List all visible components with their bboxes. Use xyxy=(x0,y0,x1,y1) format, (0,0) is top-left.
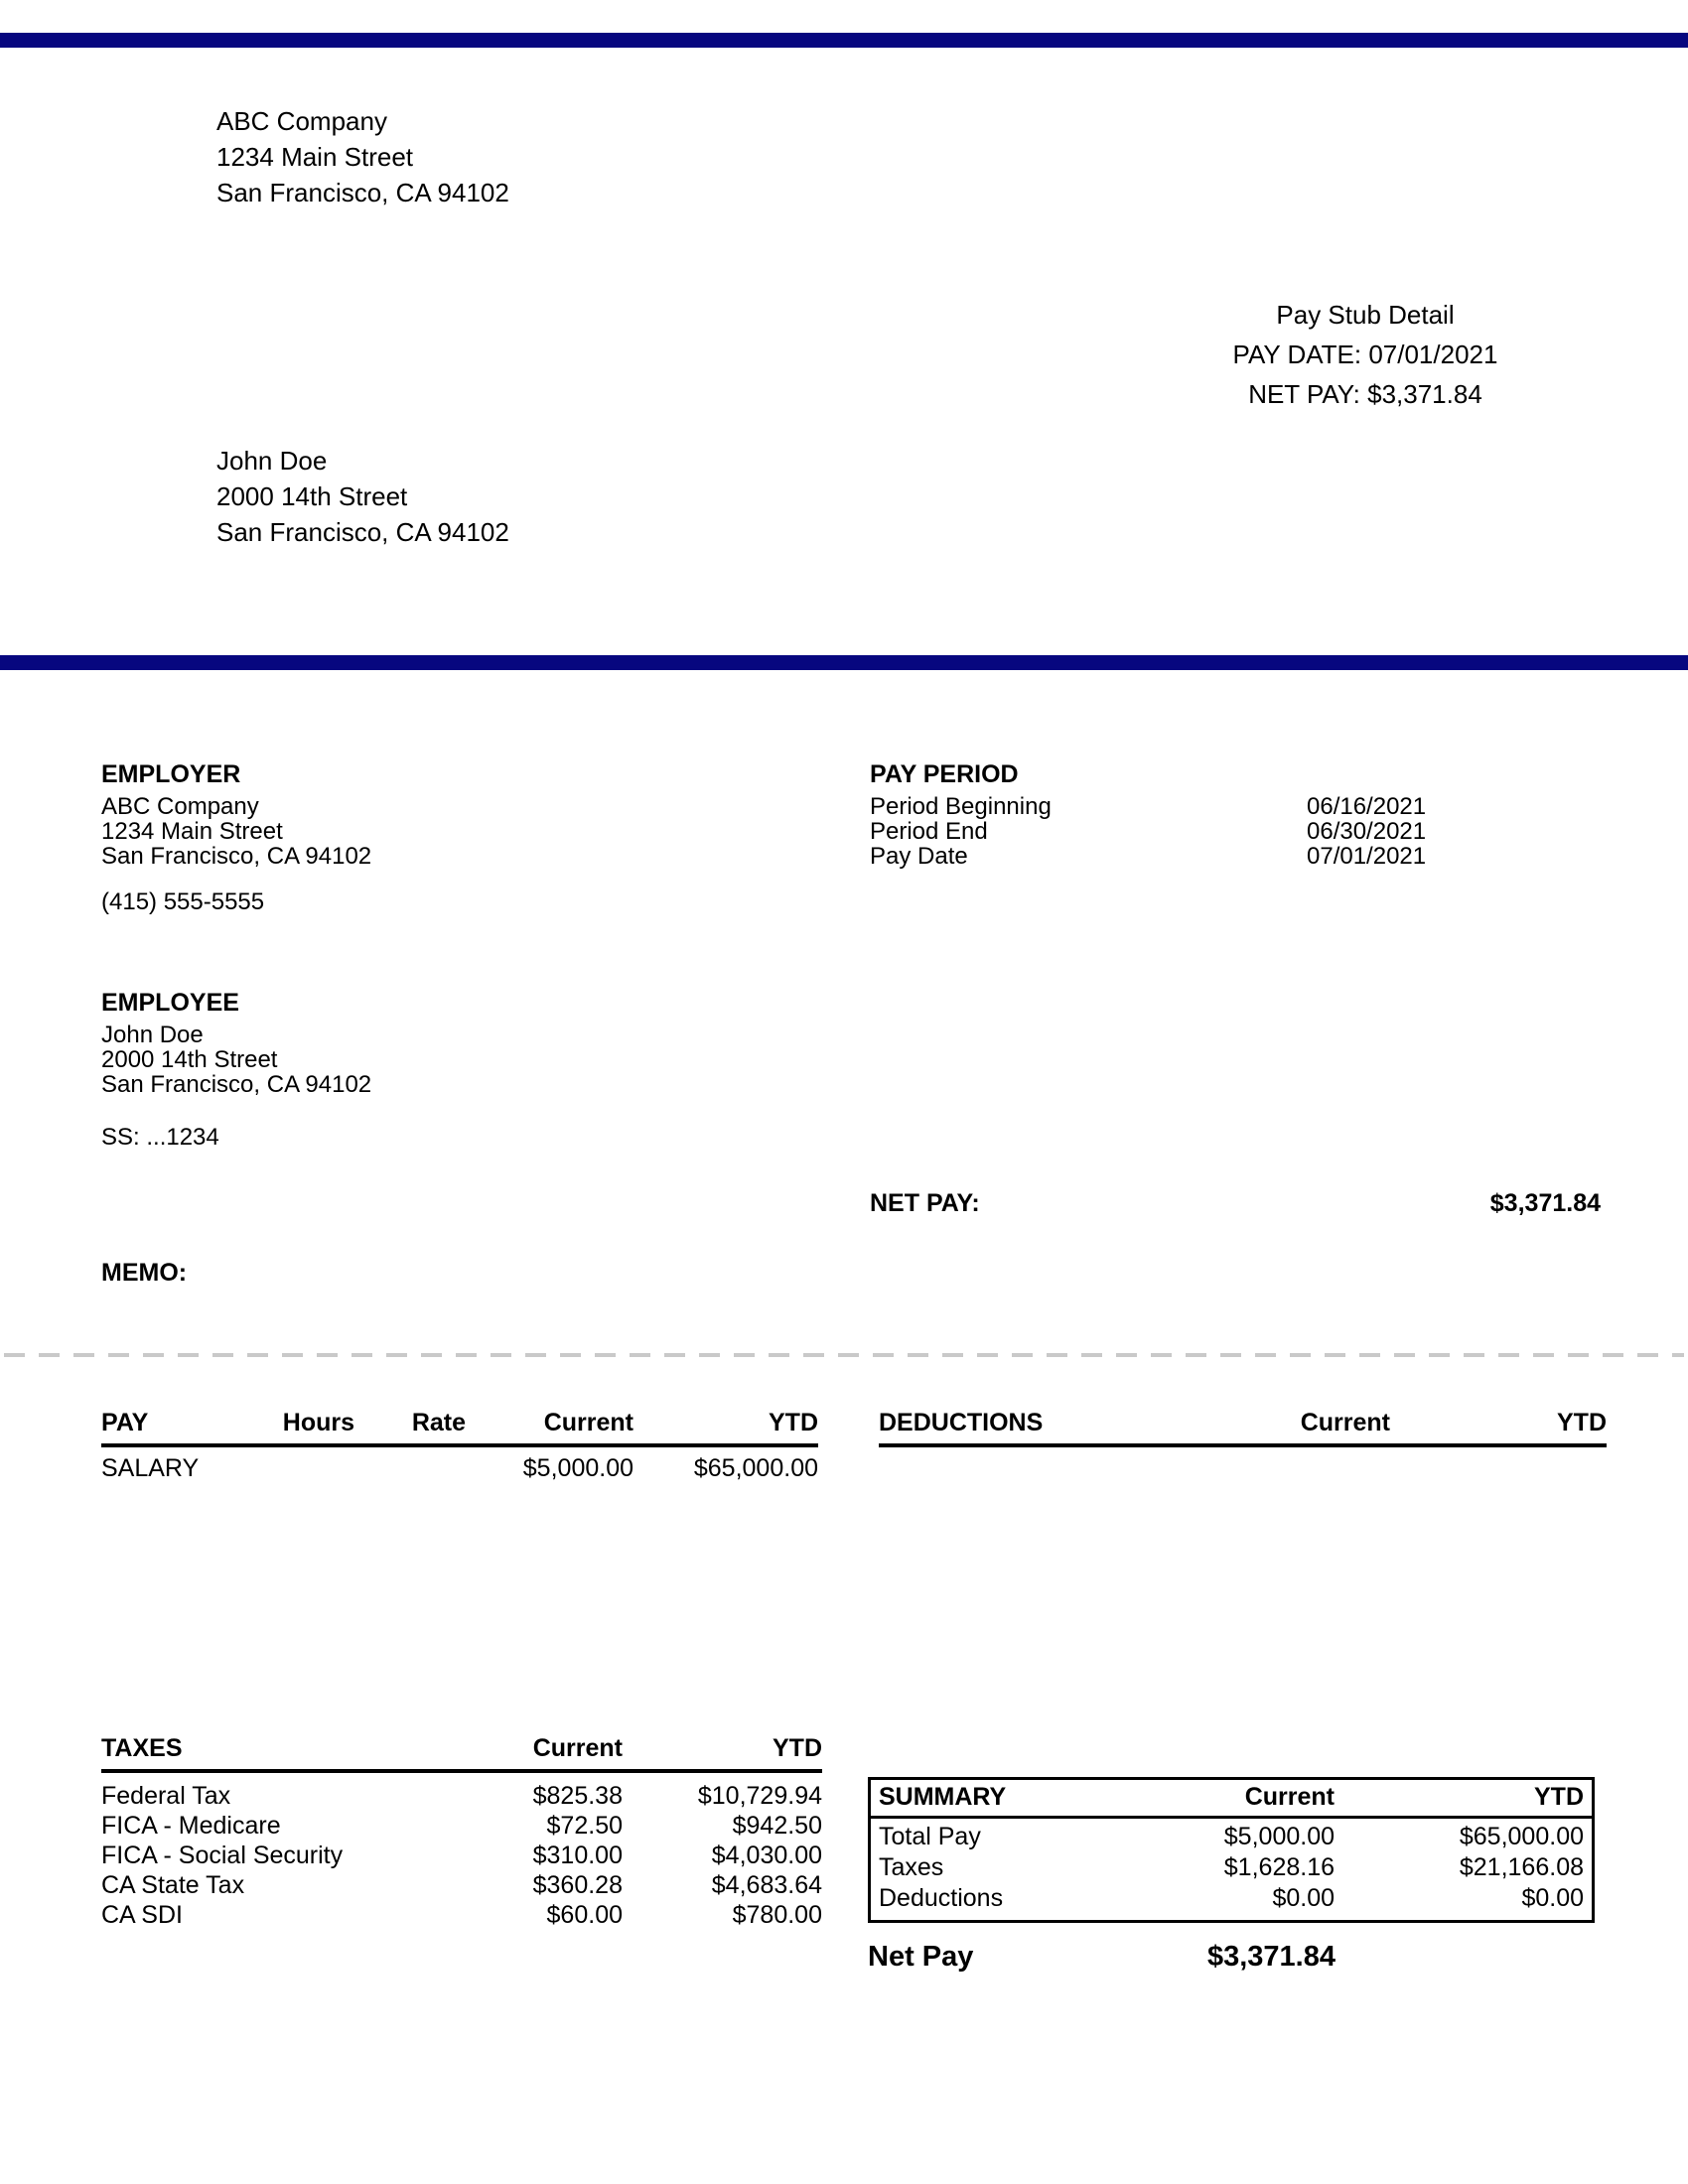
summary-ytd-header: YTD xyxy=(1335,1780,1592,1818)
taxes-header: TAXES xyxy=(101,1735,399,1771)
taxes-current-header: Current xyxy=(399,1735,623,1771)
net-pay-label: NET PAY: xyxy=(870,1189,980,1217)
pay-table-row xyxy=(101,1445,818,1481)
net-pay-summary-label: Net Pay xyxy=(868,1941,974,1973)
tax-ytd: $4,030.00 xyxy=(711,1842,822,1868)
pay-date-label: Pay Date xyxy=(870,843,968,870)
pay-date-value: 07/01/2021 xyxy=(1307,843,1427,870)
summary-header-row xyxy=(871,1780,1592,1818)
company-address-block xyxy=(216,103,509,210)
taxes-table xyxy=(101,1735,822,1928)
summary-row-ytd: $21,166.08 xyxy=(1459,1853,1584,1880)
period-beginning-label: Period Beginning xyxy=(870,793,1052,820)
tax-current: $72.50 xyxy=(546,1812,623,1839)
deductions-table xyxy=(879,1410,1607,1447)
pay-row-rate xyxy=(354,1445,466,1481)
employer-address xyxy=(101,794,796,914)
summary-row-ytd: $65,000.00 xyxy=(1459,1823,1584,1849)
summary-row xyxy=(871,1818,1592,1850)
tax-row xyxy=(101,1771,822,1809)
employee-section xyxy=(101,989,796,1150)
summary-header: SUMMARY xyxy=(871,1780,1109,1818)
employer-city: San Francisco, CA 94102 xyxy=(101,843,372,870)
deductions-header: DEDUCTIONS xyxy=(879,1410,1142,1445)
employee-ssn: SS: ...1234 xyxy=(101,1124,219,1151)
pay-period-rows xyxy=(870,794,1605,869)
hours-header: Hours xyxy=(250,1410,354,1445)
tax-ytd: $942.50 xyxy=(732,1812,822,1839)
tax-current: $310.00 xyxy=(532,1842,623,1868)
deductions-current-header: Current xyxy=(1142,1410,1390,1445)
employer-phone: (415) 555-5555 xyxy=(101,888,265,915)
summary-row-name: Total Pay xyxy=(879,1823,981,1849)
current-header: Current xyxy=(466,1410,633,1445)
pay-row-name: SALARY xyxy=(101,1454,200,1481)
tax-name: FICA - Social Security xyxy=(101,1842,344,1868)
summary-row-current: $1,628.16 xyxy=(1223,1853,1335,1880)
company-name: ABC Company xyxy=(216,106,387,136)
employee-street: 2000 14th Street xyxy=(216,481,408,511)
pay-table-header-row xyxy=(101,1410,818,1445)
net-pay-value: $3,371.84 xyxy=(1489,1189,1601,1217)
summary-row-name: Deductions xyxy=(879,1884,1004,1911)
deductions-ytd-header: YTD xyxy=(1390,1410,1607,1445)
tax-ytd: $780.00 xyxy=(732,1901,822,1928)
employer-name: ABC Company xyxy=(101,793,259,820)
divider-accent-bar xyxy=(0,655,1688,670)
tax-row xyxy=(101,1868,822,1898)
pay-period-row xyxy=(870,794,1605,819)
pay-table xyxy=(101,1410,818,1481)
taxes-ytd-header: YTD xyxy=(623,1735,822,1771)
summary-row-current: $0.00 xyxy=(1272,1884,1335,1911)
top-accent-bar xyxy=(0,33,1688,48)
tax-row xyxy=(101,1898,822,1928)
tax-name: CA State Tax xyxy=(101,1871,245,1898)
employee-detail-city: San Francisco, CA 94102 xyxy=(101,1071,372,1098)
tax-current: $825.38 xyxy=(532,1782,623,1809)
stub-pay-date: PAY DATE: 07/01/2021 xyxy=(1232,340,1498,369)
net-pay-summary-value: $3,371.84 xyxy=(1206,1941,1336,1973)
pay-period-heading: PAY PERIOD xyxy=(870,760,1019,788)
taxes-header-row xyxy=(101,1735,822,1771)
perforation-dashed-line xyxy=(4,1353,1684,1357)
summary-box xyxy=(868,1777,1595,1923)
period-end-value: 06/30/2021 xyxy=(1307,818,1427,845)
tax-name: FICA - Medicare xyxy=(101,1812,281,1839)
employee-detail-street: 2000 14th Street xyxy=(101,1046,278,1073)
employee-heading: EMPLOYEE xyxy=(101,989,239,1017)
company-city: San Francisco, CA 94102 xyxy=(216,178,509,207)
summary-current-header: Current xyxy=(1109,1780,1335,1818)
tax-ytd: $10,729.94 xyxy=(697,1782,822,1809)
employee-city: San Francisco, CA 94102 xyxy=(216,517,509,547)
summary-row-ytd: $0.00 xyxy=(1521,1884,1584,1911)
employer-section xyxy=(101,760,796,914)
tax-name: Federal Tax xyxy=(101,1782,231,1809)
net-pay-row xyxy=(870,1189,1601,1218)
stub-net-pay: NET PAY: $3,371.84 xyxy=(1248,379,1482,409)
pay-row-hours xyxy=(250,1445,354,1481)
deductions-header-row xyxy=(879,1410,1607,1445)
employee-address-block xyxy=(216,443,509,550)
tax-ytd: $4,683.64 xyxy=(711,1871,822,1898)
pay-header: PAY xyxy=(101,1410,250,1445)
pay-period-row xyxy=(870,819,1605,844)
net-pay-summary-row xyxy=(868,1941,1336,1974)
ytd-header: YTD xyxy=(633,1410,818,1445)
employee-name: John Doe xyxy=(216,446,328,476)
summary-row xyxy=(871,1849,1592,1880)
tax-row xyxy=(101,1809,822,1839)
summary-row-name: Taxes xyxy=(879,1853,944,1880)
employer-street: 1234 Main Street xyxy=(101,818,283,845)
pay-period-row xyxy=(870,844,1605,869)
tax-name: CA SDI xyxy=(101,1901,183,1928)
employee-detail-name: John Doe xyxy=(101,1022,204,1048)
company-street: 1234 Main Street xyxy=(216,142,414,172)
tax-current: $60.00 xyxy=(546,1901,623,1928)
period-end-label: Period End xyxy=(870,818,988,845)
employer-heading: EMPLOYER xyxy=(101,760,241,788)
pay-period-section xyxy=(870,760,1605,869)
memo-label: MEMO: xyxy=(101,1259,188,1287)
rate-header: Rate xyxy=(354,1410,466,1445)
pay-row-current: $5,000.00 xyxy=(522,1454,633,1481)
summary-row-current: $5,000.00 xyxy=(1223,1823,1335,1849)
stub-title: Pay Stub Detail xyxy=(1276,300,1455,330)
employee-details xyxy=(101,1023,796,1150)
pay-row-ytd: $65,000.00 xyxy=(693,1454,818,1481)
stub-detail-block xyxy=(1117,295,1614,414)
tax-current: $360.28 xyxy=(532,1871,623,1898)
summary-row xyxy=(871,1880,1592,1911)
period-beginning-value: 06/16/2021 xyxy=(1307,793,1427,820)
tax-row xyxy=(101,1839,822,1868)
